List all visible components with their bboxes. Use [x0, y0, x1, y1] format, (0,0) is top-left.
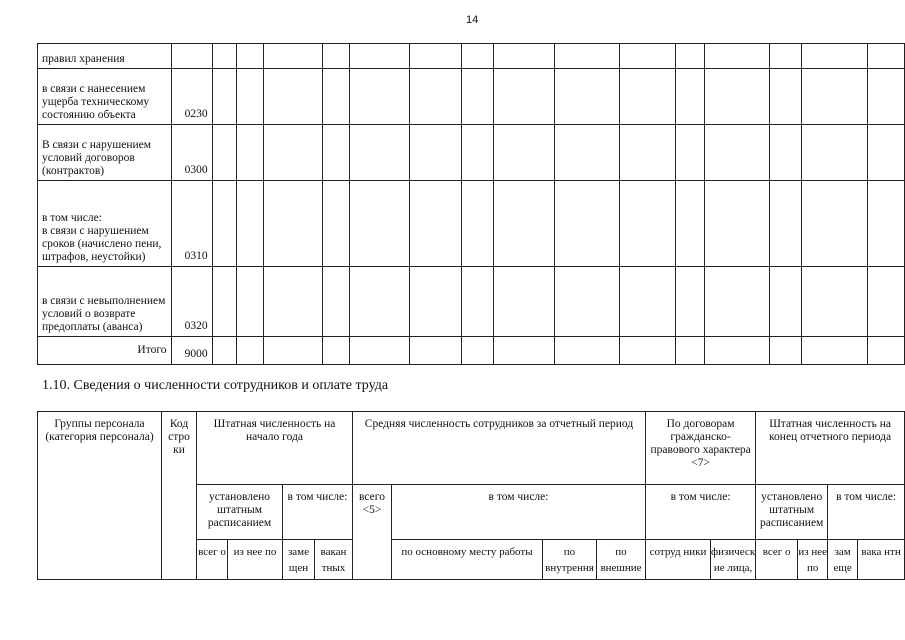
- header-average-count: Средняя численность сотрудников за отчетный период: [353, 412, 646, 485]
- gph-employees-header: сотруд ники: [646, 540, 711, 580]
- data-cell: [212, 69, 236, 125]
- data-cell: [620, 125, 676, 181]
- row-label: в связи с нанесением ущерба техническому состоянию объекта: [38, 69, 172, 125]
- data-cell: [676, 337, 705, 365]
- data-cell: [264, 44, 323, 69]
- gph-incl-header: в том числе:: [646, 485, 756, 540]
- header-personnel-group: Группы персонала (категория персонала): [38, 412, 162, 580]
- data-cell: [212, 125, 236, 181]
- data-cell: [802, 337, 867, 365]
- data-cell: [236, 337, 263, 365]
- avg-internal-header: по внутрення: [543, 540, 597, 580]
- data-cell: [349, 267, 409, 337]
- data-cell: [555, 69, 620, 125]
- page-number: 14: [466, 14, 479, 26]
- data-cell: [264, 125, 323, 181]
- section-title: 1.10. Сведения о численности сотрудников и оплате труда: [42, 378, 389, 393]
- data-cell: [802, 267, 867, 337]
- table-row: [38, 125, 905, 181]
- end-vacant-header: вака нтн: [858, 540, 905, 580]
- data-cell: [867, 69, 904, 125]
- header-staff-start: Штатная численность на начало года: [197, 412, 353, 485]
- data-cell: [867, 44, 904, 69]
- table-row: [38, 337, 905, 365]
- data-cell: [769, 267, 802, 337]
- start-occupied-header: заме щен: [283, 540, 315, 580]
- data-cell: [349, 337, 409, 365]
- data-cell: [349, 69, 409, 125]
- start-total-header: всег о: [197, 540, 228, 580]
- data-cell: [620, 267, 676, 337]
- data-cell: [409, 181, 461, 267]
- avg-external-header: по внешние: [597, 540, 646, 580]
- penalties-table: [37, 43, 905, 365]
- data-cell: [494, 69, 555, 125]
- end-of-them-header: из нее по: [798, 540, 828, 580]
- data-cell: [705, 69, 769, 125]
- data-cell: [494, 337, 555, 365]
- data-cell: [264, 69, 323, 125]
- row-code: 0230: [171, 69, 212, 125]
- data-cell: [769, 44, 802, 69]
- data-cell: [494, 125, 555, 181]
- data-cell: [802, 44, 867, 69]
- data-cell: [409, 337, 461, 365]
- row-code: 0320: [171, 267, 212, 337]
- data-cell: [676, 125, 705, 181]
- data-cell: [555, 44, 620, 69]
- table-row: [38, 44, 905, 69]
- data-cell: [802, 69, 867, 125]
- data-cell: [236, 44, 263, 69]
- data-cell: [236, 181, 263, 267]
- data-cell: [705, 44, 769, 69]
- data-cell: [322, 125, 349, 181]
- data-cell: [867, 181, 904, 267]
- data-cell: [555, 125, 620, 181]
- data-cell: [264, 337, 323, 365]
- data-cell: [494, 44, 555, 69]
- data-cell: [461, 337, 494, 365]
- data-cell: [409, 267, 461, 337]
- row-label: правил хранения: [38, 44, 172, 69]
- data-cell: [705, 125, 769, 181]
- data-cell: [461, 267, 494, 337]
- data-cell: [676, 181, 705, 267]
- row-label: в связи с невыполнением условий о возврате предоплаты (аванса): [38, 267, 172, 337]
- data-cell: [212, 181, 236, 267]
- data-cell: [867, 267, 904, 337]
- data-cell: [212, 44, 236, 69]
- end-incl-header: в том числе:: [828, 485, 905, 540]
- data-cell: [349, 44, 409, 69]
- data-cell: [236, 267, 263, 337]
- data-cell: [769, 125, 802, 181]
- data-cell: [212, 267, 236, 337]
- table-row: [38, 69, 905, 125]
- data-cell: [769, 181, 802, 267]
- data-cell: [555, 337, 620, 365]
- header-staff-end: Штатная численность на конец отчетного периода: [756, 412, 905, 485]
- data-cell: [322, 181, 349, 267]
- avg-incl-header: в том числе:: [392, 485, 646, 540]
- data-cell: [349, 125, 409, 181]
- start-of-them-header: из нее по: [228, 540, 283, 580]
- data-cell: [867, 337, 904, 365]
- end-total-header: всег о: [756, 540, 798, 580]
- data-cell: [409, 44, 461, 69]
- row-code: 0300: [171, 125, 212, 181]
- start-incl-header: в том числе:: [283, 485, 353, 540]
- data-cell: [322, 337, 349, 365]
- header-row-code: Код стро ки: [162, 412, 197, 580]
- data-cell: [676, 267, 705, 337]
- data-cell: [236, 69, 263, 125]
- data-cell: [802, 181, 867, 267]
- data-cell: [620, 44, 676, 69]
- data-cell: [461, 69, 494, 125]
- data-cell: [867, 125, 904, 181]
- avg-main-header: по основному месту работы: [392, 540, 543, 580]
- data-cell: [322, 267, 349, 337]
- row-code: [171, 44, 212, 69]
- data-cell: [494, 267, 555, 337]
- gph-individuals-header: физическ ие лица,: [711, 540, 756, 580]
- data-cell: [769, 337, 802, 365]
- data-cell: [676, 69, 705, 125]
- data-cell: [802, 125, 867, 181]
- end-occupied-header: зам еще: [828, 540, 858, 580]
- data-cell: [212, 337, 236, 365]
- data-cell: [620, 69, 676, 125]
- data-cell: [264, 267, 323, 337]
- data-cell: [769, 69, 802, 125]
- data-cell: [264, 181, 323, 267]
- data-cell: [705, 181, 769, 267]
- staff-table: [37, 411, 905, 580]
- data-cell: [620, 181, 676, 267]
- data-cell: [409, 69, 461, 125]
- data-cell: [461, 125, 494, 181]
- header-civil-contracts: По договорам гражданско-правового характера <7>: [646, 412, 756, 485]
- avg-total-header: всего <5>: [353, 485, 392, 580]
- table-row: [38, 267, 905, 337]
- data-cell: [349, 181, 409, 267]
- total-label: Итого: [38, 337, 172, 365]
- data-cell: [620, 337, 676, 365]
- data-cell: [705, 337, 769, 365]
- start-vacant-header: вакан тных: [315, 540, 353, 580]
- row-code: 9000: [171, 337, 212, 365]
- row-code: 0310: [171, 181, 212, 267]
- data-cell: [705, 267, 769, 337]
- data-cell: [322, 44, 349, 69]
- data-cell: [409, 125, 461, 181]
- row-label: В связи с нарушением условий договоров (контрактов): [38, 125, 172, 181]
- data-cell: [236, 125, 263, 181]
- end-established-header: установлено штатным расписанием: [756, 485, 828, 540]
- data-cell: [494, 181, 555, 267]
- table-row: [38, 181, 905, 267]
- data-cell: [555, 267, 620, 337]
- row-label: в том числе: в связи с нарушением сроков (начислено пени, штрафов, неустойки): [38, 181, 172, 267]
- data-cell: [555, 181, 620, 267]
- data-cell: [461, 44, 494, 69]
- start-established-header: установлено штатным расписанием: [197, 485, 283, 540]
- data-cell: [322, 69, 349, 125]
- data-cell: [676, 44, 705, 69]
- data-cell: [461, 181, 494, 267]
